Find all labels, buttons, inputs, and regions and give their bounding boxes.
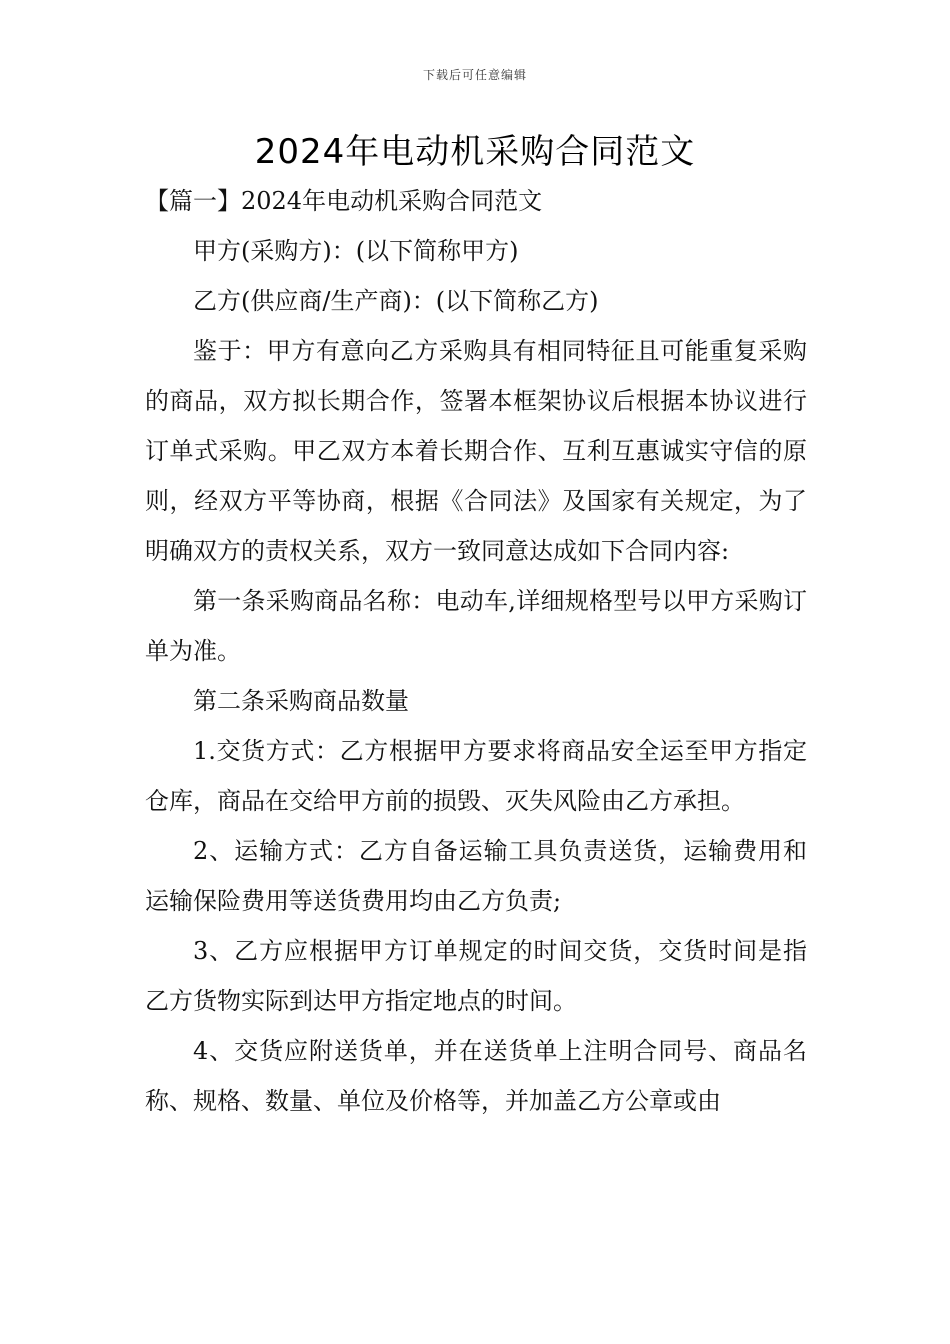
article-two-heading: 第二条采购商品数量 — [193, 687, 409, 715]
article-one-paragraph: 第一条采购商品名称：电动车,详细规格型号以甲方采购订单为准。 — [145, 587, 807, 665]
section-heading: 【篇一】2024年电动机采购合同范文 — [145, 187, 543, 215]
delivery-method-paragraph: 1.交货方式：乙方根据甲方要求将商品安全运至甲方指定仓库，商品在交给甲方前的损毁、灭失风险由乙方承担。 — [145, 737, 807, 815]
transport-method-paragraph: 2、运输方式：乙方自备运输工具负责送货，运输费用和运输保险费用等送货费用均由乙方负责; — [145, 837, 807, 915]
delivery-time-paragraph: 3、乙方应根据甲方订单规定的时间交货，交货时间是指乙方货物实际到达甲方指定地点的时间。 — [145, 937, 807, 1015]
document-title: 2024年电动机采购合同范文 — [254, 132, 696, 172]
delivery-note-paragraph: 4、交货应附送货单，并在送货单上注明合同号、商品名称、规格、数量、单位及价格等，并加盖乙方公章或由 — [145, 1037, 807, 1115]
document-body — [145, 176, 807, 1126]
party-a-line: 甲方(采购方)：(以下简称甲方) — [193, 237, 519, 265]
header-note: 下载后可任意编辑 — [422, 68, 527, 82]
preamble-paragraph: 鉴于：甲方有意向乙方采购具有相同特征且可能重复采购的商品，双方拟长期合作，签署本框架协议后根据本协议进行订单式采购。甲乙双方本着长期合作、互利互惠诚实守信的原则，经双方平等协商，根据《合同法》及国家有关规定，为了明确双方的责权关系，双方一致同意达成如下合同内容: — [145, 337, 807, 565]
party-b-line: 乙方(供应商/生产商)：(以下简称乙方) — [193, 287, 599, 315]
